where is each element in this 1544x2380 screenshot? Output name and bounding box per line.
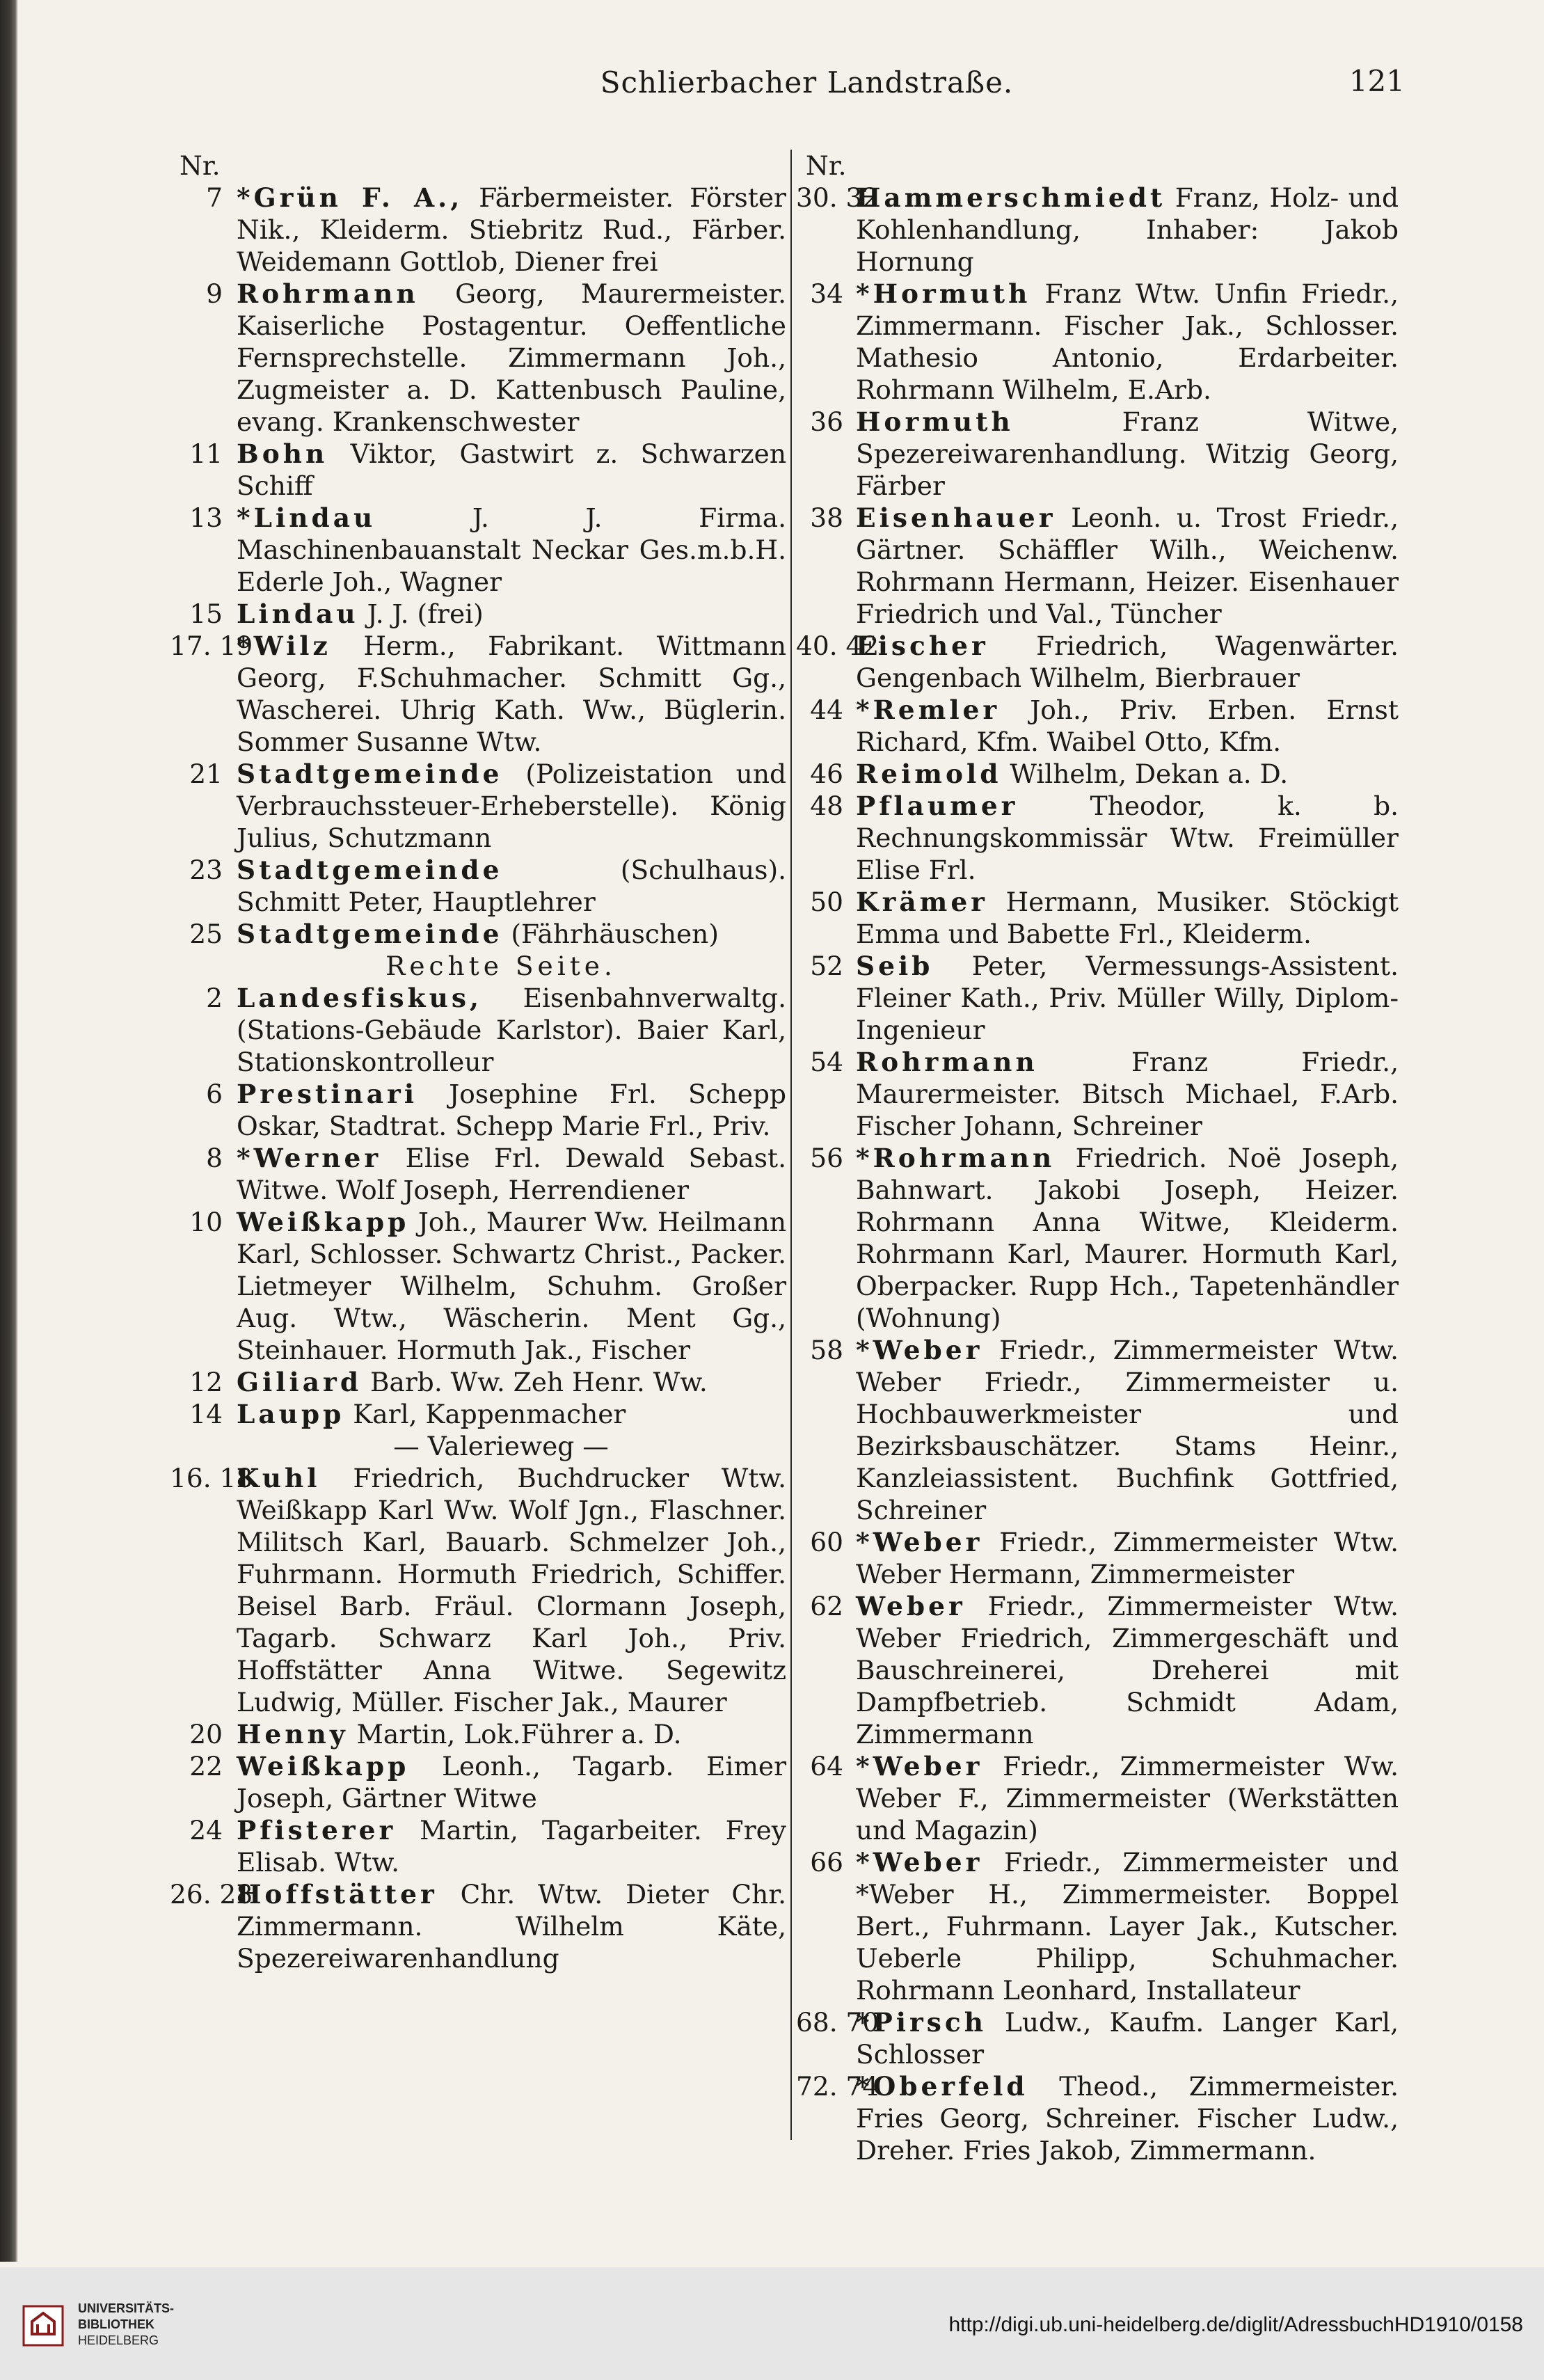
directory-entry [796,182,1399,278]
resident-name: Seib [856,951,934,981]
resident-name: Pflaumer [856,791,1019,821]
house-number: 52 [810,951,843,981]
house-number: 50 [810,887,843,917]
house-number: 64 [810,1751,843,1782]
resident-details: Theod., Zimmermeister. Fries Georg, Schreiner. Fischer Ludw., Dreher. Fries Jakob, Zimmermann. [856,2071,1399,2166]
resident-name: *Remler [856,695,1001,725]
entry-list [796,182,1399,2166]
directory-entry [174,758,786,854]
house-number: 30. 32 [796,182,880,213]
resident-name: *Weber [856,1751,983,1782]
page-number: 121 [1348,64,1405,98]
resident-details: Ludw., Kaufm. Langer Karl, Schlosser [856,2007,1399,2070]
house-number: 9 [206,278,223,309]
house-number: 56 [810,1143,843,1173]
resident-details: Friedr., Zimmermeister Wtw. Weber Hermann, Zimmermeister [856,1527,1399,1589]
resident-name: Kuhl [237,1463,321,1493]
resident-name: Rohrmann [856,1047,1038,1077]
resident-name: Landesfiskus, [237,983,483,1013]
resident-details: Friedr., Zimmermeister Ww. Weber F., Zimmermeister (Werkstätten und Magazin) [856,1751,1399,1846]
directory-entry [170,1878,786,1974]
house-number: 24 [189,1815,223,1846]
directory-entry [174,1206,786,1366]
resident-name: Weber [856,1591,966,1621]
resident-name: Weißkapp [237,1207,410,1237]
resident-name: Hormuth [856,406,1014,437]
resident-name: Weißkapp [237,1751,410,1782]
house-number: 40. 42 [796,630,880,661]
directory-entry [174,182,786,278]
directory-entry [800,886,1399,950]
directory-entry [174,502,786,598]
directory-entry [796,2006,1399,2070]
resident-name: Laupp [237,1399,345,1429]
resident-details: Franz, Holz- und Kohlenhandlung, Inhaber: Jakob Hornung [856,182,1399,277]
sub-heading: — Valerieweg — [393,1431,609,1461]
house-number: 38 [810,502,843,533]
directory-entry [800,1526,1399,1590]
resident-details: Karl, Kappenmacher [344,1399,626,1429]
directory-entry [800,1590,1399,1750]
library-logo-icon [21,2303,65,2348]
directory-entry [796,2070,1399,2166]
house-number: 46 [810,759,843,789]
resident-name: Lindau [237,598,359,629]
scan-edge [0,0,18,2262]
resident-details: Friedr., Zimmermeister Wtw. Weber Friedr., Zimmermeister u. Hochbauwerkmeister und Bezirksbauschätzer. Stams Heinr., Kanzleiassistent. Buchfink Gottfried, Schreiner [856,1335,1399,1525]
house-number: 25 [189,919,223,949]
resident-name: Eisenhauer [856,502,1056,533]
house-number: 7 [206,182,223,213]
resident-details: Georg, Maurermeister. Kaiserliche Postagentur. Oeffentliche Fernsprechstelle. Zimmermann Joh., Zugmeister a. D. Kattenbusch Pauline, evang. Krankenschwester [237,278,786,437]
resident-details: Leonh. u. Trost Friedr., Gärtner. Schäffler Wilh., Weichenw. Rohrmann Hermann, Heizer. Eisenhauer Friedrich und Val., Tüncher [856,502,1399,629]
house-number: 21 [189,759,223,789]
source-url-link[interactable]: http://digi.ub.uni-heidelberg.de/diglit/AdressbuchHD1910/0158 [948,2313,1523,2336]
directory-entry [174,1142,786,1206]
resident-name: *Oberfeld [856,2071,1028,2102]
house-number: 6 [206,1079,223,1109]
resident-details: Wilhelm, Dekan a. D. [1001,759,1289,789]
directory-entry [174,918,786,950]
house-number: 34 [810,278,843,309]
resident-name: Prestinari [237,1079,418,1109]
entry-list [170,1462,786,1974]
directory-entry [800,502,1399,630]
resident-name: *Wilz [237,630,331,661]
resident-details: Martin, Tagarbeiter. Frey Elisab. Wtw. [237,1815,786,1878]
directory-entry [174,1718,786,1750]
resident-name: Stadtgemeinde [237,759,503,789]
resident-name: *Lindau [237,502,376,533]
directory-entry [174,1078,786,1142]
resident-details: Franz Wtw. Unfin Friedr., Zimmermann. Fischer Jak., Schlosser. Mathesio Antonio, Erdarbeiter. Rohrmann Wilhelm, E.Arb. [856,278,1399,405]
resident-details: Färbermeister. Förster Nik., Kleiderm. Stiebritz Rud., Färber. Weidemann Gottlob, Diener frei [237,182,786,277]
resident-name: *Weber [856,1847,983,1878]
house-number: 22 [189,1751,223,1782]
directory-entry [800,758,1399,790]
library-name-line: HEIDELBERG [78,2333,159,2347]
directory-entry [796,630,1399,694]
directory-entry [170,1462,786,1718]
resident-details: Friedr., Zimmermeister Wtw. Weber Friedrich, Zimmergeschäft und Bauschreinerei, Dreherei mit Dampfbetrieb. Schmidt Adam, Zimmermann [856,1591,1399,1750]
directory-entry [800,950,1399,1046]
directory-entry [174,438,786,502]
directory-entry [174,598,786,630]
directory-entry [800,406,1399,502]
resident-details: Joh., Priv. Erben. Ernst Richard, Kfm. Waibel Otto, Kfm. [856,695,1399,757]
house-number: 68. 70 [796,2007,880,2038]
resident-name: Stadtgemeinde [237,919,503,949]
resident-details: Elise Frl. Dewald Sebast. Witwe. Wolf Joseph, Herrendiener [237,1143,786,1205]
page-header [209,61,1405,110]
column-heading: Nr. [180,150,221,181]
resident-details: Martin, Lok.Führer a. D. [348,1719,682,1750]
entry-list [170,182,786,950]
house-number: 12 [189,1367,223,1397]
resident-details: (Schulhaus). Schmitt Peter, Hauptlehrer [237,855,786,917]
directory-entry [170,630,786,758]
right-column [796,150,1399,2166]
resident-details: J. J. Firma. Maschinenbauanstalt Neckar Ges.m.b.H. Ederle Joh., Wagner [237,502,786,597]
section-heading: Rechte Seite. [385,951,616,981]
house-number: 26. 28 [170,1879,253,1910]
resident-name: Stadtgemeinde [237,855,503,885]
house-number: 14 [189,1399,223,1429]
column-divider [790,150,792,2140]
house-number: 17. 19 [170,630,253,661]
directory-entry [800,1334,1399,1526]
resident-name: *Grün F. A., [237,182,463,213]
resident-name: *Werner [237,1143,382,1173]
library-name-line: BIBLIOTHEK [78,2317,154,2331]
resident-details: J. J. (frei) [358,598,484,629]
directory-entry [800,1046,1399,1142]
library-name-line: UNIVERSITÄTS- [78,2301,175,2315]
resident-name: Krämer [856,887,988,917]
house-number: 66 [810,1847,843,1878]
resident-name: Hammerschmiedt [856,182,1166,213]
resident-name: Henny [237,1719,349,1750]
resident-details: Theodor, k. b. Rechnungskommissär Wtw. Freimüller Elise Frl. [856,791,1399,885]
directory-entry [800,1846,1399,2006]
resident-details: Leonh., Tagarb. Eimer Joseph, Gärtner Witwe [237,1751,786,1814]
resident-details: Friedrich, Buchdrucker Wtw. Weißkapp Karl Ww. Wolf Jgn., Flaschner. Militsch Karl, Bauarb. Schmelzer Joh., Fuhrmann. Hormuth Friedrich, Schiffer. Beisel Barb. Fräul. Clormann Joseph, Tagarb. Schwarz Karl Joh., Priv. Hoffstätter Anna Witwe. Segewitz Ludwig, Müller. Fischer Jak., Maurer [237,1463,786,1717]
resident-name: *Weber [856,1335,983,1365]
directory-entry [800,1750,1399,1846]
resident-details: Franz Friedr., Maurermeister. Bitsch Michael, F.Arb. Fischer Johann, Schreiner [856,1047,1399,1141]
directory-entry [174,854,786,918]
house-number: 20 [189,1719,223,1750]
house-number: 58 [810,1335,843,1365]
entry-list [174,982,786,1430]
resident-details: Viktor, Gastwirt z. Schwarzen Schiff [237,438,786,501]
directory-entry [174,1366,786,1398]
directory-entry [174,1814,786,1878]
resident-details: Josephine Frl. Schepp Oskar, Stadtrat. Schepp Marie Frl., Priv. [237,1079,786,1141]
resident-name: Giliard [237,1367,363,1397]
resident-name: *Rohrmann [856,1143,1056,1173]
directory-entry [174,1750,786,1814]
house-number: 72. 74 [796,2071,880,2102]
house-number: 44 [810,695,843,725]
resident-name: *Weber [856,1527,983,1557]
resident-name: Rohrmann [237,278,419,309]
directory-entry [174,1398,786,1430]
resident-details: Friedr., Zimmermeister und *Weber H., Zimmermeister. Boppel Bert., Fuhrmann. Layer Jak., Kutscher. Ueberle Philipp, Schuhmacher. Rohrmann Leonhard, Installateur [856,1847,1399,2006]
house-number: 16. 18 [170,1463,253,1493]
column-heading: Nr. [806,150,847,181]
house-number: 62 [810,1591,843,1621]
resident-name: Fischer [856,630,989,661]
resident-name: *Hormuth [856,278,1031,309]
directory-entry [800,1142,1399,1334]
resident-details: (Fährhäuschen) [502,919,719,949]
directory-entry [174,278,786,438]
directory-entry [800,790,1399,886]
house-number: 2 [206,983,223,1013]
resident-details: Chr. Wtw. Dieter Chr. Zimmermann. Wilhelm Käte, Spezereiwarenhandlung [237,1879,786,1974]
resident-details: (Polizeistation und Verbrauchssteuer-Erheberstelle). König Julius, Schutzmann [237,759,786,853]
house-number: 23 [189,855,223,885]
resident-details: Friedrich, Wagenwärter. Gengenbach Wilhelm, Bierbrauer [856,630,1399,693]
house-number: 13 [189,502,223,533]
directory-entry [174,982,786,1078]
house-number: 48 [810,791,843,821]
house-number: 60 [810,1527,843,1557]
resident-details: Eisenbahnverwaltg. (Stations-Gebäude Karlstor). Baier Karl, Stationskontrolleur [237,983,786,1077]
resident-details: Peter, Vermessungs-Assistent. Fleiner Kath., Priv. Müller Willy, Diplom-Ingenieur [856,951,1399,1045]
house-number: 15 [189,598,223,629]
house-number: 54 [810,1047,843,1077]
directory-entry [800,694,1399,758]
footer-bar [0,2267,1544,2380]
resident-details: Joh., Maurer Ww. Heilmann Karl, Schlosser. Schwartz Christ., Packer. Lietmeyer Wilhelm, Schuhm. Großer Aug. Wtw., Wäscherin. Ment Gg., Steinhauer. Hormuth Jak., Fischer [237,1207,786,1365]
resident-details: Hermann, Musiker. Stöckigt Emma und Babette Frl., Kleiderm. [856,887,1399,949]
page-title: Schlierbacher Landstraße. [600,65,1014,100]
resident-name: *Pirsch [856,2007,987,2038]
resident-details: Friedrich. Noë Joseph, Bahnwart. Jakobi Joseph, Heizer. Rohrmann Anna Witwe, Kleiderm. Rohrmann Karl, Maurer. Hormuth Karl, Oberpacker. Rupp Hch., Tapetenhändler (Wohnung) [856,1143,1399,1333]
house-number: 8 [206,1143,223,1173]
house-number: 10 [189,1207,223,1237]
directory-entry [800,278,1399,406]
resident-name: Bohn [237,438,328,469]
left-column [170,150,786,1974]
resident-details: Herm., Fabrikant. Wittmann Georg, F.Schuhmacher. Schmitt Gg., Wascherei. Uhrig Kath. Ww., Büglerin. Sommer Susanne Wtw. [237,630,786,757]
resident-details: Barb. Ww. Zeh Henr. Ww. [362,1367,708,1397]
resident-details: Franz Witwe, Spezereiwarenhandlung. Witzig Georg, Färber [856,406,1399,501]
house-number: 36 [810,406,843,437]
resident-name: Pfisterer [237,1815,397,1846]
house-number: 11 [189,438,223,469]
resident-name: Hoffstätter [237,1879,438,1910]
resident-name: Reimold [856,759,1002,789]
library-name [78,2301,174,2349]
